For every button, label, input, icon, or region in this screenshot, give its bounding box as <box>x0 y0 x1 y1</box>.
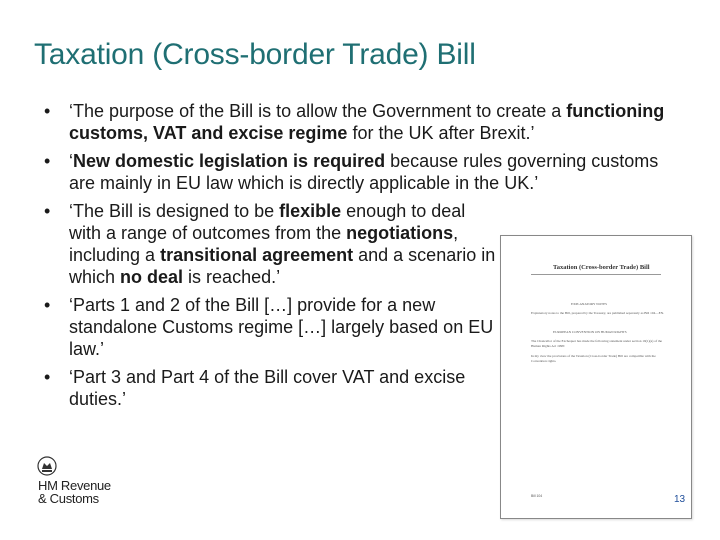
bullet-text-run: and a scenario in which <box>69 245 496 287</box>
bullet-item <box>44 100 684 144</box>
bullet-item <box>44 366 499 410</box>
doc-footer: Bill 104 <box>531 494 543 498</box>
page-number: 13 <box>674 494 686 505</box>
bill-document-thumbnail <box>500 235 692 519</box>
bullet-dot: • <box>44 101 51 121</box>
doc-heading-1: EXPLANATORY NOTES <box>571 302 608 306</box>
bullet-text-run: ‘The purpose of the Bill is to allow the Government to create a <box>69 101 567 121</box>
bullet-bold-run: negotiations <box>346 223 454 243</box>
bullet-bold-run: functioning customs, VAT and excise regime <box>69 101 665 143</box>
bullet-dot: • <box>44 201 51 221</box>
bullet-text-run: because rules governing customs are mainly in EU law which is directly applicable in the UK.’ <box>69 151 659 193</box>
slide-title: Taxation (Cross-border Trade) Bill <box>34 38 476 71</box>
bullet-dot: • <box>44 151 51 171</box>
bullet-item <box>44 294 499 360</box>
bullet-text <box>69 101 664 143</box>
doc-para-3: In my view the provisions of the Taxation (Cross-border Trade) Bill are compatible with the Convention rights. <box>531 354 656 363</box>
bullet-text <box>69 295 493 359</box>
bullet-dot: • <box>44 295 51 315</box>
bullet-text-run: ‘The Bill is designed to be <box>69 201 280 221</box>
bullet-text-run: enough to deal with a range of outcomes from the <box>69 201 466 243</box>
bullet-text <box>69 367 465 409</box>
doc-rule <box>531 274 661 275</box>
bullet-item <box>44 200 499 288</box>
bullet-text-run: ‘Parts 1 and 2 of the Bill […] provide for a new standalone Customs regime […] largely based on EU law.’ <box>69 295 494 359</box>
bullet-text-run: ‘Part 3 and Part 4 of the Bill cover VAT and excise duties.’ <box>69 367 466 409</box>
bullet-bold-run: New domestic legislation is required <box>73 151 386 171</box>
crest-icon <box>36 455 58 477</box>
hmrc-logo <box>36 453 146 508</box>
bullet-text-run: is reached.’ <box>183 267 281 287</box>
doc-para-2: The Chancellor of the Exchequer has made the following statement under section 19(1)(a) of the Human Rights Act 1998: <box>531 339 663 348</box>
bullet-dot: • <box>44 367 51 387</box>
logo-wordmark <box>38 479 111 505</box>
doc-para-1: Explanatory notes to the Bill, prepared by the Treasury, are published separately as Bill 104—EN. <box>531 311 665 315</box>
doc-heading-2: EUROPEAN CONVENTION ON HUMAN RIGHTS <box>553 330 627 334</box>
logo-line-2: & Customs <box>38 491 99 506</box>
bullet-text-run: for the UK after Brexit.’ <box>347 123 535 143</box>
bullet-item <box>44 150 684 194</box>
logo-line-1: HM Revenue <box>38 478 111 493</box>
bullet-text-run: , including a <box>69 223 459 265</box>
bullet-text <box>69 151 658 193</box>
bullet-text-run: ‘ <box>69 151 73 171</box>
bullet-bold-run: transitional agreement <box>160 245 354 265</box>
bullet-bold-run: flexible <box>279 201 342 221</box>
doc-title: Taxation (Cross-border Trade) Bill <box>553 264 650 271</box>
bullet-text <box>69 201 495 287</box>
bullet-bold-run: no deal <box>120 267 184 287</box>
